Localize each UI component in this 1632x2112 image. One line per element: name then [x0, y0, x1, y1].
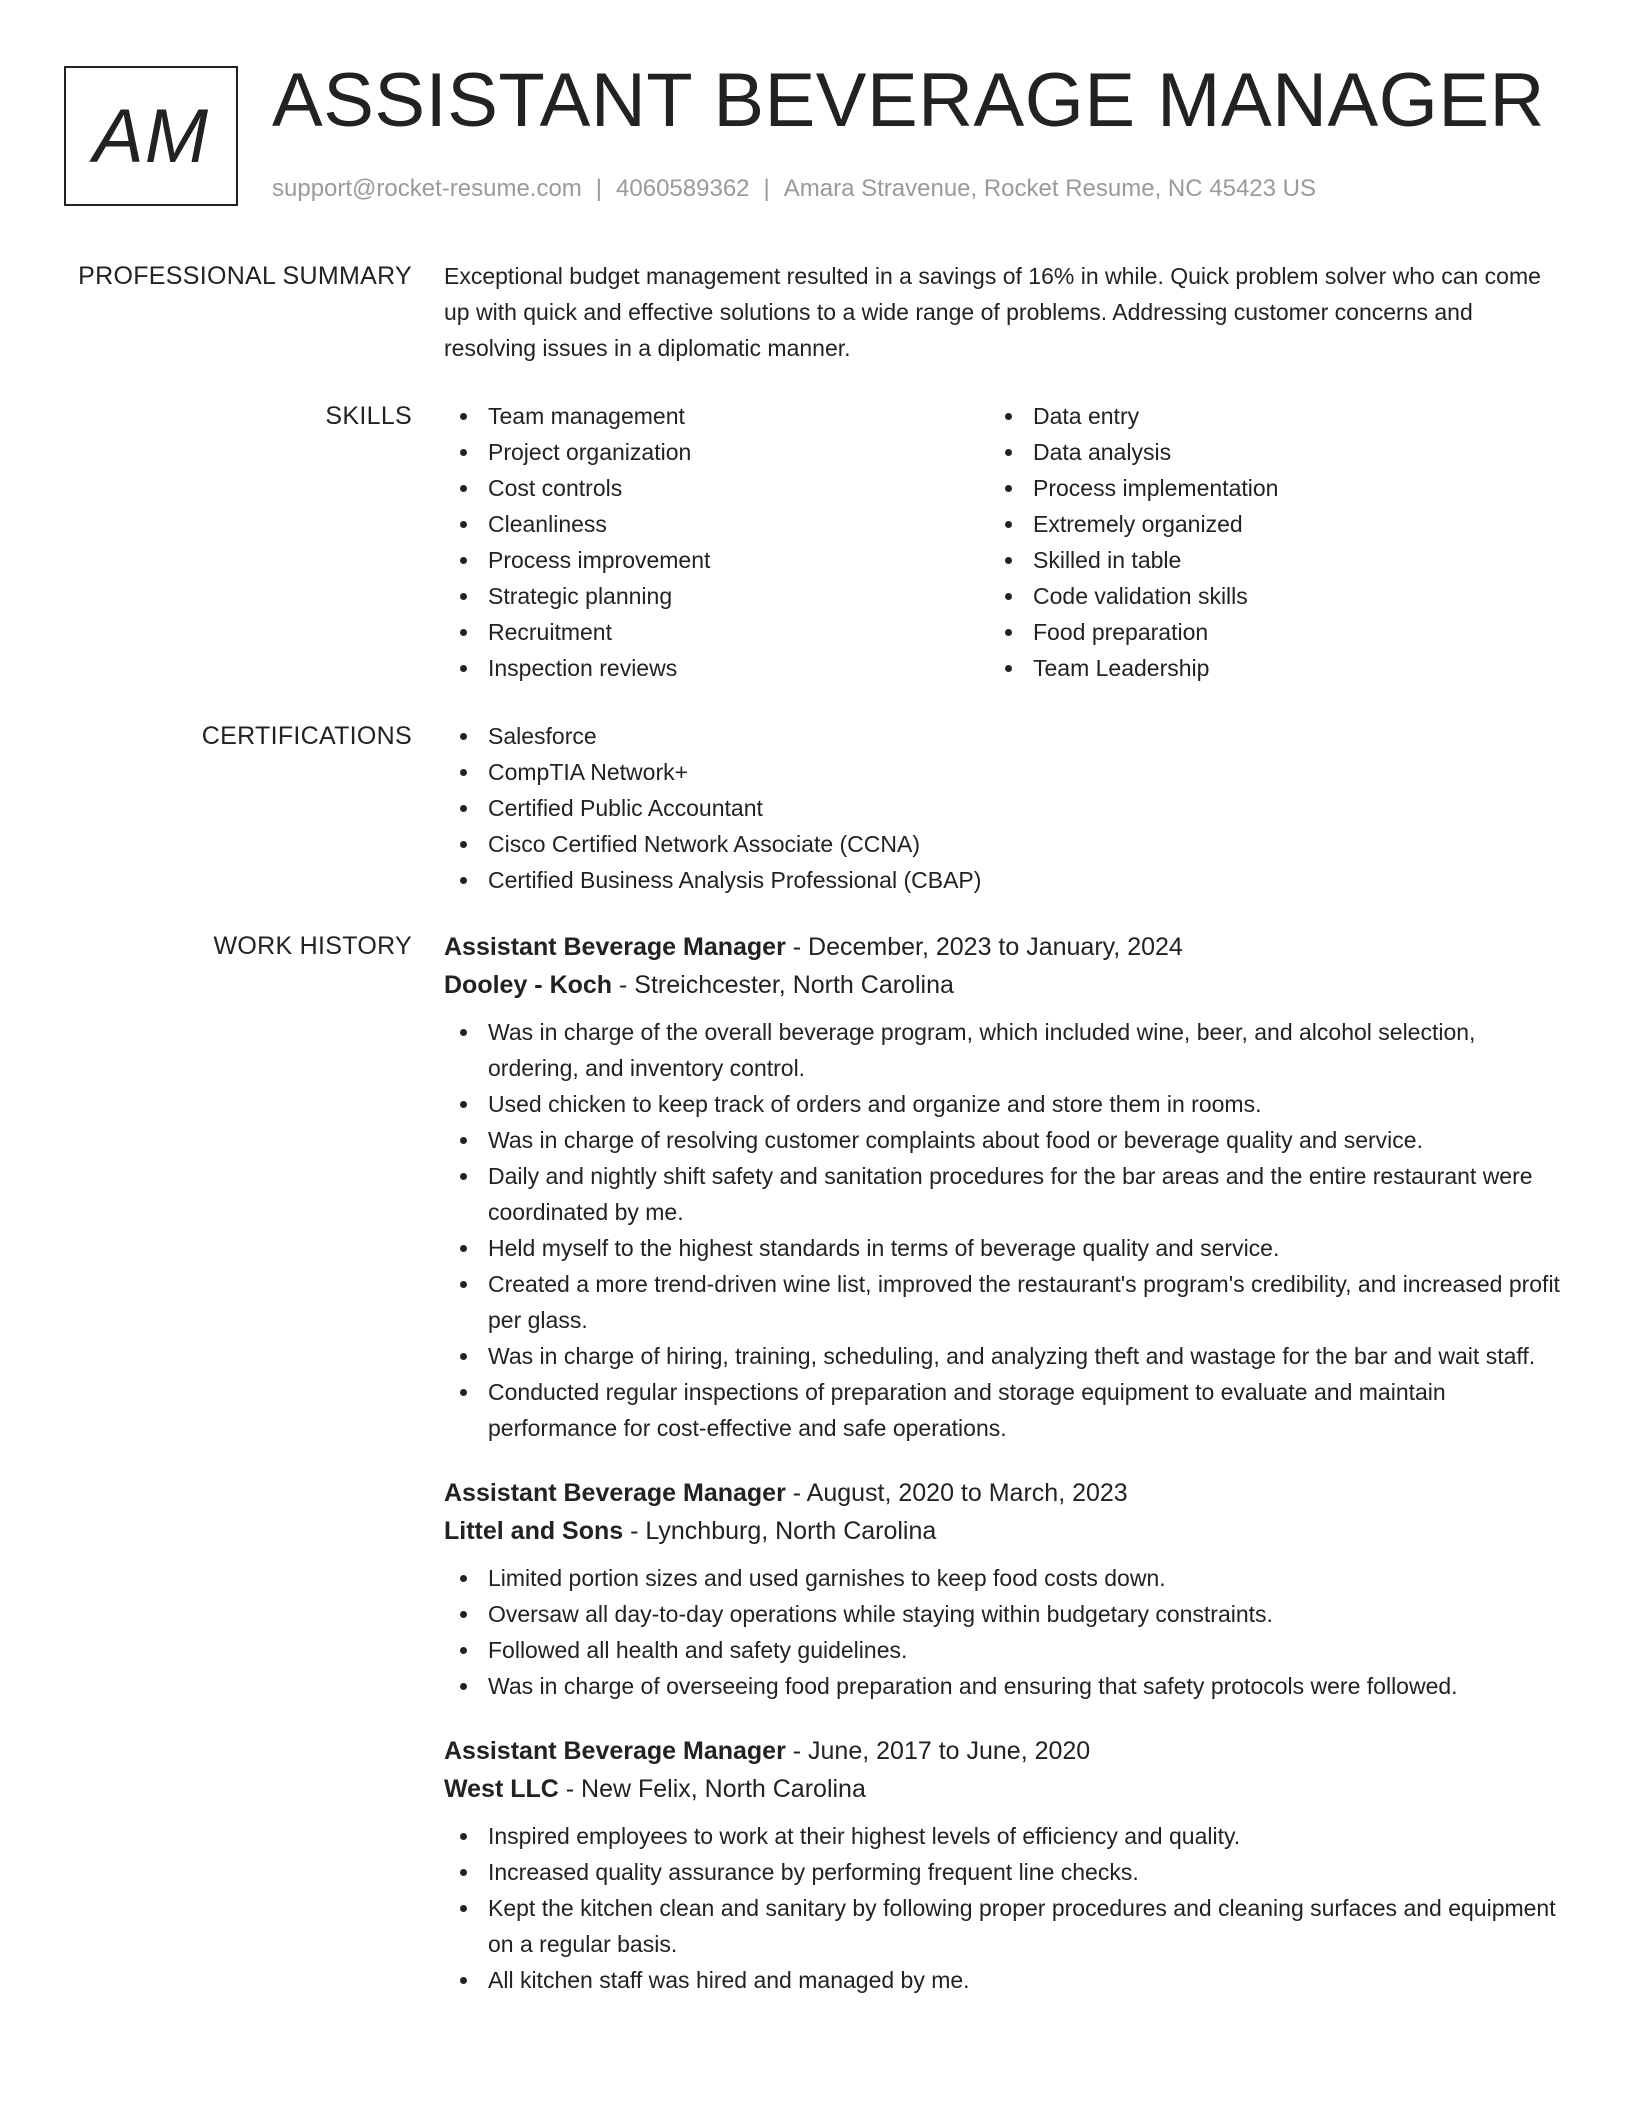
job-title-line	[444, 1732, 1562, 1770]
contact-line	[272, 172, 1316, 206]
job-bullet: Oversaw all day-to-day operations while staying within budgetary constraints.	[444, 1596, 1562, 1632]
job-title: Assistant Beverage Manager	[444, 1737, 786, 1765]
job-bullet: Used chicken to keep track of orders and organize and store them in rooms.	[444, 1086, 1562, 1122]
certification-item: CompTIA Network+	[444, 754, 1562, 790]
job-bullet-list	[444, 1560, 1562, 1704]
skill-item: Inspection reviews	[444, 650, 989, 686]
job-company: Dooley - Koch	[444, 971, 613, 999]
skills-list-right	[989, 398, 1534, 686]
job-company: West LLC	[444, 1775, 559, 1803]
job-bullet: Was in charge of hiring, training, scheduling, and analyzing theft and wastage for the bar and wait staff.	[444, 1338, 1562, 1374]
skill-item: Team management	[444, 398, 989, 434]
job-company-line	[444, 966, 1562, 1004]
skill-item: Process improvement	[444, 542, 989, 578]
job-bullet: Held myself to the highest standards in terms of beverage quality and service.	[444, 1230, 1562, 1266]
section-heading-summary: PROFESSIONAL SUMMARY	[78, 262, 412, 290]
monogram-box	[64, 66, 238, 206]
job-bullet: Conducted regular inspections of preparation and storage equipment to evaluate and maintain performance for cost-effective and safe operations.	[444, 1374, 1562, 1446]
contact-address: Amara Stravenue, Rocket Resume, NC 45423 US	[783, 175, 1316, 202]
skill-item: Strategic planning	[444, 578, 989, 614]
certification-item: Certified Business Analysis Professional (CBAP)	[444, 862, 1562, 898]
job-entry	[444, 1732, 1562, 1998]
skill-item: Food preparation	[989, 614, 1534, 650]
skill-item: Data entry	[989, 398, 1534, 434]
contact-email[interactable]: support@rocket-resume.com	[272, 175, 582, 202]
skill-item: Recruitment	[444, 614, 989, 650]
skill-item: Code validation skills	[989, 578, 1534, 614]
skill-item: Project organization	[444, 434, 989, 470]
summary-text: Exceptional budget management resulted in a savings of 16% in while. Quick problem solver who can come up with quick and effective solutions to a wide range of problems. Addressing customer concerns and resolving issues in a diplomatic manner.	[444, 263, 1541, 361]
job-dates: - December, 2023 to January, 2024	[785, 933, 1183, 961]
job-company: Littel and Sons	[444, 1517, 624, 1545]
job-dates: - June, 2017 to June, 2020	[785, 1737, 1091, 1765]
job-bullet: Was in charge of resolving customer complaints about food or beverage quality and service.	[444, 1122, 1562, 1158]
job-bullet: Inspired employees to work at their highest levels of efficiency and quality.	[444, 1818, 1562, 1854]
job-bullet-list	[444, 1818, 1562, 1998]
certification-item: Salesforce	[444, 718, 1562, 754]
job-location: - Streichcester, North Carolina	[612, 971, 954, 999]
job-bullet: Kept the kitchen clean and sanitary by following proper procedures and cleaning surfaces and equipment on a regular basis.	[444, 1890, 1562, 1962]
job-bullet: Daily and nightly shift safety and sanitation procedures for the bar areas and the entire restaurant were coordinated by me.	[444, 1158, 1562, 1230]
skill-item: Extremely organized	[989, 506, 1534, 542]
job-entry	[444, 1474, 1562, 1704]
skill-item: Process implementation	[989, 470, 1534, 506]
skill-item: Cost controls	[444, 470, 989, 506]
skills-body	[444, 398, 1562, 686]
section-heading-skills: SKILLS	[325, 402, 412, 430]
skills-columns	[444, 398, 1562, 686]
certifications-list	[444, 718, 1562, 898]
job-title-line	[444, 928, 1562, 966]
job-bullet: Followed all health and safety guidelines.	[444, 1632, 1562, 1668]
work-history-body	[444, 928, 1562, 1998]
job-company-line	[444, 1512, 1562, 1550]
job-bullet: Was in charge of the overall beverage program, which included wine, beer, and alcohol selection, ordering, and inventory control.	[444, 1014, 1562, 1086]
job-bullet: Created a more trend-driven wine list, improved the restaurant's program's credibility, and increased profit per glass.	[444, 1266, 1562, 1338]
job-bullet: Increased quality assurance by performing frequent line checks.	[444, 1854, 1562, 1890]
job-title: Assistant Beverage Manager	[444, 1479, 786, 1507]
job-title-line	[444, 1474, 1562, 1512]
job-entry	[444, 928, 1562, 1446]
skill-item: Skilled in table	[989, 542, 1534, 578]
contact-phone[interactable]: 4060589362	[616, 175, 750, 202]
job-location: - Lynchburg, North Carolina	[623, 1517, 937, 1545]
section-heading-certifications: CERTIFICATIONS	[201, 722, 412, 750]
job-location: - New Felix, North Carolina	[558, 1775, 866, 1803]
skill-item: Data analysis	[989, 434, 1534, 470]
contact-separator: |	[595, 175, 603, 202]
job-dates: - August, 2020 to March, 2023	[785, 1479, 1128, 1507]
summary-body	[444, 258, 1562, 366]
certifications-body	[444, 718, 1562, 898]
monogram-initials: AM	[93, 93, 209, 179]
certification-item: Cisco Certified Network Associate (CCNA)	[444, 826, 1562, 862]
job-bullet: All kitchen staff was hired and managed by me.	[444, 1962, 1562, 1998]
skill-item: Cleanliness	[444, 506, 989, 542]
job-bullet: Limited portion sizes and used garnishes to keep food costs down.	[444, 1560, 1562, 1596]
section-heading-work-history: WORK HISTORY	[213, 932, 412, 960]
skill-item: Team Leadership	[989, 650, 1534, 686]
job-bullet-list	[444, 1014, 1562, 1446]
certification-item: Certified Public Accountant	[444, 790, 1562, 826]
contact-separator: |	[763, 175, 770, 202]
job-title: Assistant Beverage Manager	[444, 933, 786, 961]
job-company-line	[444, 1770, 1562, 1808]
job-bullet: Was in charge of overseeing food preparation and ensuring that safety protocols were followed.	[444, 1668, 1562, 1704]
skills-list-left	[444, 398, 989, 686]
resume-title: ASSISTANT BEVERAGE MANAGER	[272, 58, 1545, 143]
